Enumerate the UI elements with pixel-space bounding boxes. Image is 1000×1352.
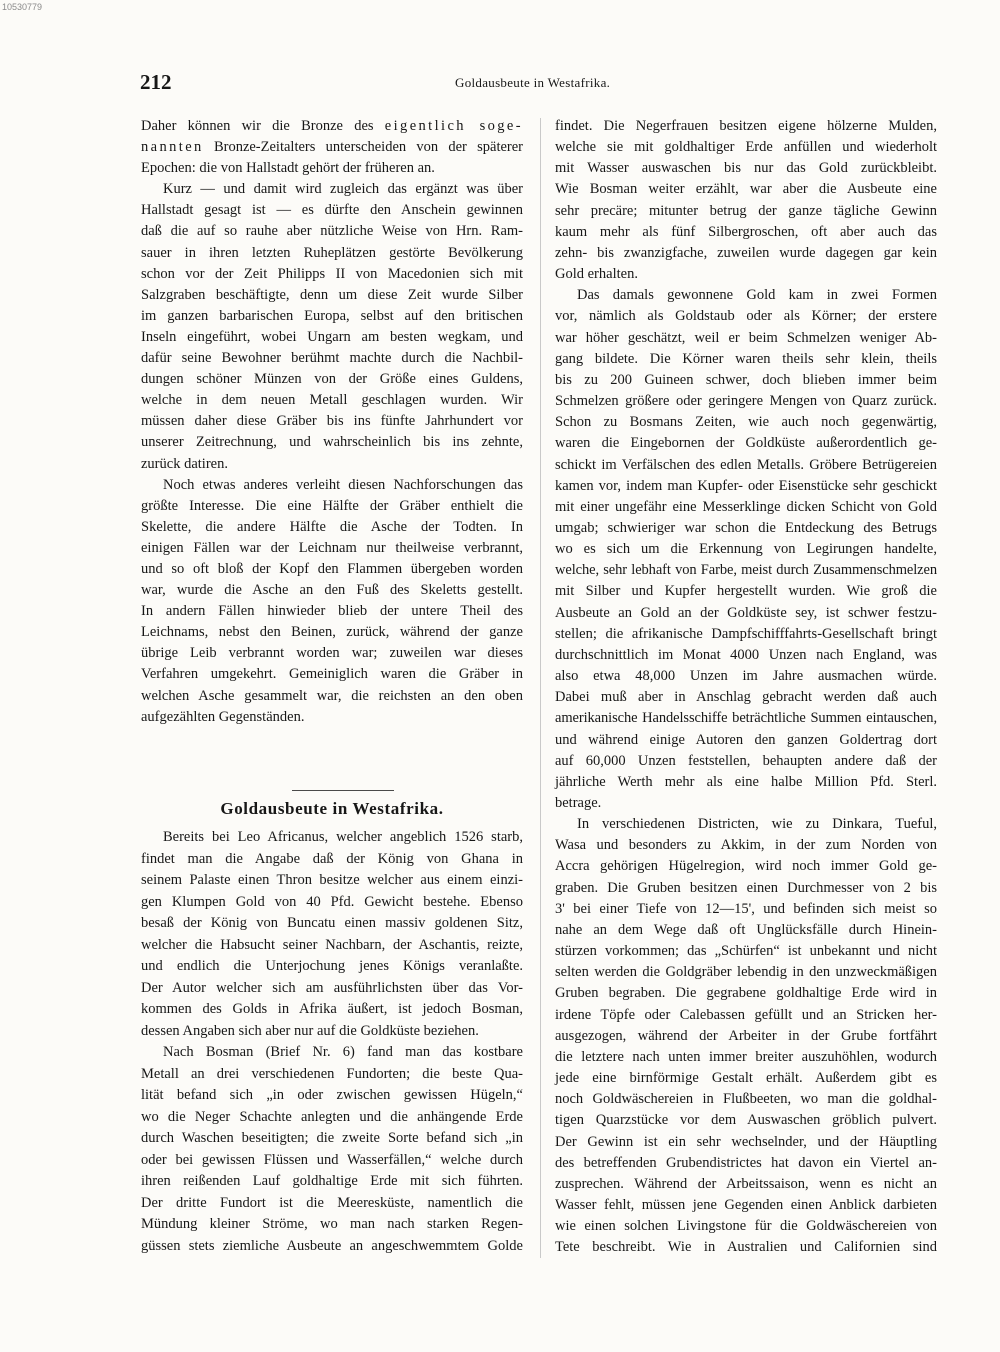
paragraph bbox=[555, 116, 937, 285]
emphasized-text: eigentlich soge- bbox=[384, 118, 523, 134]
text-line: schickt im Verfälschen des edlen Metalls. Gröbere Betrügereien bbox=[555, 456, 937, 473]
text-line: betrage. bbox=[555, 795, 602, 811]
article-separator-rule bbox=[292, 790, 394, 791]
text-line: Epochen: die von Hallstadt gehört der früheren an. bbox=[141, 160, 435, 177]
paragraph bbox=[141, 1042, 523, 1257]
text-line: In andern Fällen hinwieder blieb der untere Theil des bbox=[141, 603, 523, 620]
text-line: graben. Die Gruben besitzen einen Durchmesser von 2 bis bbox=[555, 879, 937, 896]
text-line: im ganzen barbarischen Europa, selbst auf den britischen bbox=[141, 307, 523, 324]
text-line: findet man die Angabe daß der König von Ghana in bbox=[141, 850, 523, 867]
text-line: wo es sich um die Erkennung von Legirungen handelte, bbox=[555, 541, 937, 558]
text-line: Salzgraben beschäftigte, denn um diese Zeit wurde Silber bbox=[141, 286, 523, 303]
text-segment: Bronze-Zeitalters unterscheiden von der späterer bbox=[203, 139, 523, 156]
text-line: Verfahren umgekehrt. Gemeiniglich waren die Gräber in bbox=[141, 666, 523, 683]
text-line: vor, nämlich als Goldstaub oder als Körner; der erstere bbox=[555, 308, 937, 325]
text-line bbox=[141, 116, 523, 137]
text-line: bis zu 200 Guineen schwer, doch blieben immer beim bbox=[555, 371, 937, 388]
text-line: durchschnittlich im Monat 4000 Unzen nach England, was bbox=[555, 646, 937, 663]
text-line: In verschiedenen Districten, wie zu Dinkara, Tueful, bbox=[577, 816, 937, 833]
text-line: und so oft bloß der Kopf den Flammen übergeben worden bbox=[141, 560, 523, 577]
text-line: waren die Eingebornen der Goldküste außerordentlich ge- bbox=[555, 435, 937, 452]
text-line: Dabei muß aber in Anschlag gebracht werden daß auch bbox=[555, 689, 937, 706]
text-line: müssen daher diese Gräber bis ins fünfte Jahrhundert vor bbox=[141, 413, 523, 430]
text-line: schon vor der Zeit Philipps II von Macedonien sich mit bbox=[141, 265, 523, 282]
text-line: amerikanische Handelsschiffe beträchtliche Summen eintauschen, bbox=[555, 710, 937, 727]
text-line: Skelette, die andere Hälfte die Asche der Todten. In bbox=[141, 518, 523, 535]
text-line: Das damals gewonnene Gold kam in zwei Formen bbox=[577, 287, 937, 304]
text-line: Hallstadt gesagt ist — es dürfte den Anschein gewinnen bbox=[141, 202, 523, 219]
text-line: welcher die Habsucht seiner Nachbarn, der Aschantis, reizte, bbox=[141, 936, 523, 953]
text-line: unserer Zeitrechnung, und wahrscheinlich bis ins zehnte, bbox=[141, 434, 523, 451]
text-line: welche, sehr lebhaft von Farbe, meist durch Zusammenschmelzen bbox=[555, 562, 937, 579]
text-line: umgab; schwieriger war schon die Entdeckung des Betrugs bbox=[555, 519, 937, 536]
paragraph bbox=[555, 814, 937, 1258]
text-segment: Daher können wir die Bronze des bbox=[141, 118, 385, 134]
text-line: mit Silber und Kupfer hergestellt wurden. Wie groß die bbox=[555, 583, 937, 600]
text-line: Wie Bosman weiter erzählt, war aber die Ausbeute eine bbox=[555, 181, 937, 198]
text-line: war, wurde die Asche an den Fuß des Skeletts gestellt. bbox=[141, 582, 523, 599]
preceding-article-text bbox=[141, 116, 523, 728]
paragraph bbox=[555, 285, 937, 814]
text-line: stürzen vorkommen; das „Schürfen“ ist unbekannt und nicht bbox=[555, 943, 937, 960]
text-line: nahe an dem Wege daß oft Unglücksfälle durch Hinein- bbox=[555, 921, 937, 938]
text-line: Nach Bosman (Brief Nr. 6) fand man das kostbare bbox=[163, 1044, 523, 1060]
scan-label: 10530779 bbox=[2, 2, 43, 12]
paragraph bbox=[141, 827, 523, 1042]
text-line: Gruben begraben. Die gegrabene goldhaltige Erde wird in bbox=[555, 985, 937, 1002]
text-line: Ausbeute an Gold an der Goldküste sey, ist schwer festzu- bbox=[555, 604, 937, 621]
text-line: besaß der König von Buncatu einen massiv goldenen Sitz, bbox=[141, 915, 523, 931]
text-line: selten werden die Goldgräber lebendig in den unzweckmäßigen bbox=[555, 964, 937, 981]
text-line: ausgezogen, während der Arbeiter in der Grube fortfährt bbox=[555, 1027, 937, 1044]
text-line: dafür seine Bewohner berühmt machte durch die Nachbil- bbox=[141, 350, 523, 367]
text-line: Kurz — und damit wird zugleich das ergänzt was über bbox=[163, 181, 523, 198]
running-title: Goldausbeute in Westafrika. bbox=[455, 75, 611, 90]
text-line: dungen schöner Münzen von der Größe eines Guldens, bbox=[141, 371, 523, 388]
text-line: ihren reißenden Lauf goldhaltige Erde mit sich führten. bbox=[141, 1173, 523, 1189]
text-line: kaum mehr als fünf Silbergroschen, oft aber auch das bbox=[555, 223, 937, 240]
text-line: aufgezählten Gegenständen. bbox=[141, 708, 305, 725]
text-line: jährliche Werth mehr als eine halbe Million Pfd. Sterl. bbox=[555, 773, 937, 790]
text-line: einigen Fällen war der Leichnam nur theilweise verbrannt, bbox=[141, 539, 523, 556]
article-body-left bbox=[141, 827, 523, 1257]
text-line: noch Goldwäschereien in Flußbeeten, wo man die goldhal- bbox=[555, 1091, 937, 1108]
column-divider bbox=[540, 118, 541, 1258]
paragraph bbox=[141, 475, 523, 728]
text-line: oder bei gewissen Flüssen und Wasserfällen,“ welche durch bbox=[141, 1151, 523, 1168]
text-line: Tete beschreibt. Wie in Australien und Californien sind bbox=[555, 1239, 937, 1256]
text-line: 3' bei einer Tiefe von 12—15', und befinden sich meist so bbox=[555, 900, 937, 917]
text-line: irdene Töpfe oder Calebassen gefüllt und an Stricken her- bbox=[555, 1006, 937, 1023]
text-line: übrige Leib verbrannt worden war; zuweilen war dieses bbox=[141, 645, 523, 662]
text-line bbox=[141, 137, 523, 158]
paragraph bbox=[141, 116, 523, 179]
article-title: Goldausbeute in Westafrika. bbox=[220, 799, 444, 818]
text-line: zusprechen. Während der Arbeitssaison, wenn es nicht an bbox=[555, 1175, 937, 1192]
text-line: Mündung kleiner Ströme, wo man nach starken Regen- bbox=[141, 1216, 523, 1232]
text-line: kamen vor, indem man Kupfer- oder Eisenstücke sehr geschickt bbox=[555, 477, 937, 494]
text-line: Inseln eingeführt, wobei Ungarn am besten wegkam, und bbox=[141, 328, 523, 345]
text-line: Der Autor welcher sich am ausführlichsten über das Vor- bbox=[141, 979, 523, 996]
paragraph bbox=[141, 179, 523, 474]
text-line: jede eine birnförmige Gestalt erhält. Außerdem gibt es bbox=[555, 1070, 937, 1087]
text-line: seinem Palaste einen Thron besitze welcher aus einem einzi- bbox=[141, 872, 523, 888]
text-line: und endlich die Unterjochung jenes Königs veranlaßte. bbox=[141, 958, 523, 974]
text-line: größte Interesse. Die eine Hälfte der Gräber enthielt die bbox=[141, 497, 523, 514]
text-line: sauer in ihren letzten Ruheplätzen gestörte Bevölkerung bbox=[141, 244, 523, 261]
text-line: mit einer ungefähr eine Messerklinge dicken Schicht von Gold bbox=[555, 498, 937, 515]
text-line: auf 60,000 Unzen feststellen, behaupten andere daß der bbox=[555, 752, 937, 769]
text-line: gang bildete. Die Körner waren theils sehr klein, theils bbox=[555, 350, 937, 367]
text-line: Gold erhalten. bbox=[555, 266, 638, 283]
text-line: dessen Angaben sich aber nur auf die Goldküste beziehen. bbox=[141, 1022, 479, 1039]
text-line: Leichnams, nebst den Beinen, zurück, während der ganze bbox=[141, 624, 523, 641]
text-line: Schon zu Bosmans Zeiten, wie auch noch gegenwärtig, bbox=[555, 414, 937, 431]
text-line: mit Wasser auswaschen bis nur das Gold zurückbleibt. bbox=[555, 160, 937, 177]
text-line: findet. Die Negerfrauen besitzen eigene hölzerne Mulden, bbox=[555, 118, 937, 134]
page-number: 212 bbox=[140, 70, 172, 94]
text-line: war höher geschätzt, weil er beim Schmelzen weniger Ab- bbox=[555, 329, 937, 346]
text-line: welche in dem neuen Metall geschlagen wurden. Wir bbox=[141, 392, 523, 409]
text-line: Bereits bei Leo Africanus, welcher angeblich 1526 starb, bbox=[163, 829, 523, 845]
text-line: Wasser fehlt, müssen jene Gegenden einen Anblick darbieten bbox=[555, 1196, 937, 1213]
text-line: wie einen solchen Livingstone für die Goldwäschereien von bbox=[555, 1218, 937, 1235]
text-line: güssen stets ziemliche Ausbeute an angeschwemmtem Golde bbox=[141, 1237, 523, 1254]
text-line: Wasa und besonders zu Akkim, in der zum Norden von bbox=[555, 837, 937, 854]
text-line: Noch etwas anderes verleiht diesen Nachforschungen das bbox=[163, 476, 523, 493]
text-line: Schmelzen größere oder geringere Mengen von Quarz zurück. bbox=[555, 393, 937, 410]
text-line: welche sie mit goldhaltiger Erde anfüllen und wiederholt bbox=[555, 139, 937, 156]
text-line: wo die Neger Schachte anlegten und die anhängende Erde bbox=[141, 1108, 523, 1125]
text-line: lität befand sich „in oder zwischen gewissen Hügeln,“ bbox=[141, 1087, 523, 1103]
emphasized-text: nannten bbox=[141, 139, 204, 156]
article-body-right bbox=[555, 116, 937, 1258]
text-line: durch Waschen beseitigten; die zweite Sorte befand sich „in bbox=[141, 1130, 523, 1146]
text-line: welchen Asche gesammelt war, die reichsten an den oben bbox=[141, 687, 523, 704]
text-line: tigen Quarzstücke vor dem Auswaschen gröblich pulvert. bbox=[555, 1112, 937, 1129]
text-line: Der dritte Fundort ist die Meeresküste, namentlich die bbox=[141, 1194, 523, 1211]
text-line: die letztere nach unten immer breiter auszuhöhlen, wodurch bbox=[555, 1048, 937, 1065]
text-line: zehn- bis zwanzigfache, zuweilen wurde dagegen gar kein bbox=[555, 244, 937, 261]
text-line: gen Klumpen Gold von 40 Pfd. Gewicht bestehe. Ebenso bbox=[141, 893, 523, 910]
text-line: Metall an drei verschiedenen Fundorten; die beste Qua- bbox=[141, 1065, 523, 1082]
text-line: sehr precäre; mitunter betrug der ganze tägliche Gewinn bbox=[555, 202, 937, 219]
text-line: des betreffenden Grubendistrictes hat davon ein Viertel an- bbox=[555, 1154, 937, 1171]
text-line: also etwa 48,000 Unzen im Jahre ausmachen würde. bbox=[555, 668, 937, 685]
text-line: und während einige Autoren den ganzen Goldertrag dort bbox=[555, 731, 937, 748]
text-line: Der Gewinn ist ein sehr wechselnder, und der Häuptling bbox=[555, 1133, 937, 1150]
text-line: zurück datiren. bbox=[141, 455, 228, 472]
text-line: Accra gehörigen Hügelregion, wird noch immer Gold ge- bbox=[555, 858, 937, 875]
text-line: daß die auf so rauhe aber nützliche Weise von Hrn. Ram- bbox=[141, 223, 523, 240]
text-line: kommen des Golds in Afrika äußert, ist jedoch Bosman, bbox=[141, 1001, 523, 1017]
text-line: stellen; die afrikanische Dampfschifffahrts-Gesellschaft bringt bbox=[555, 625, 937, 642]
